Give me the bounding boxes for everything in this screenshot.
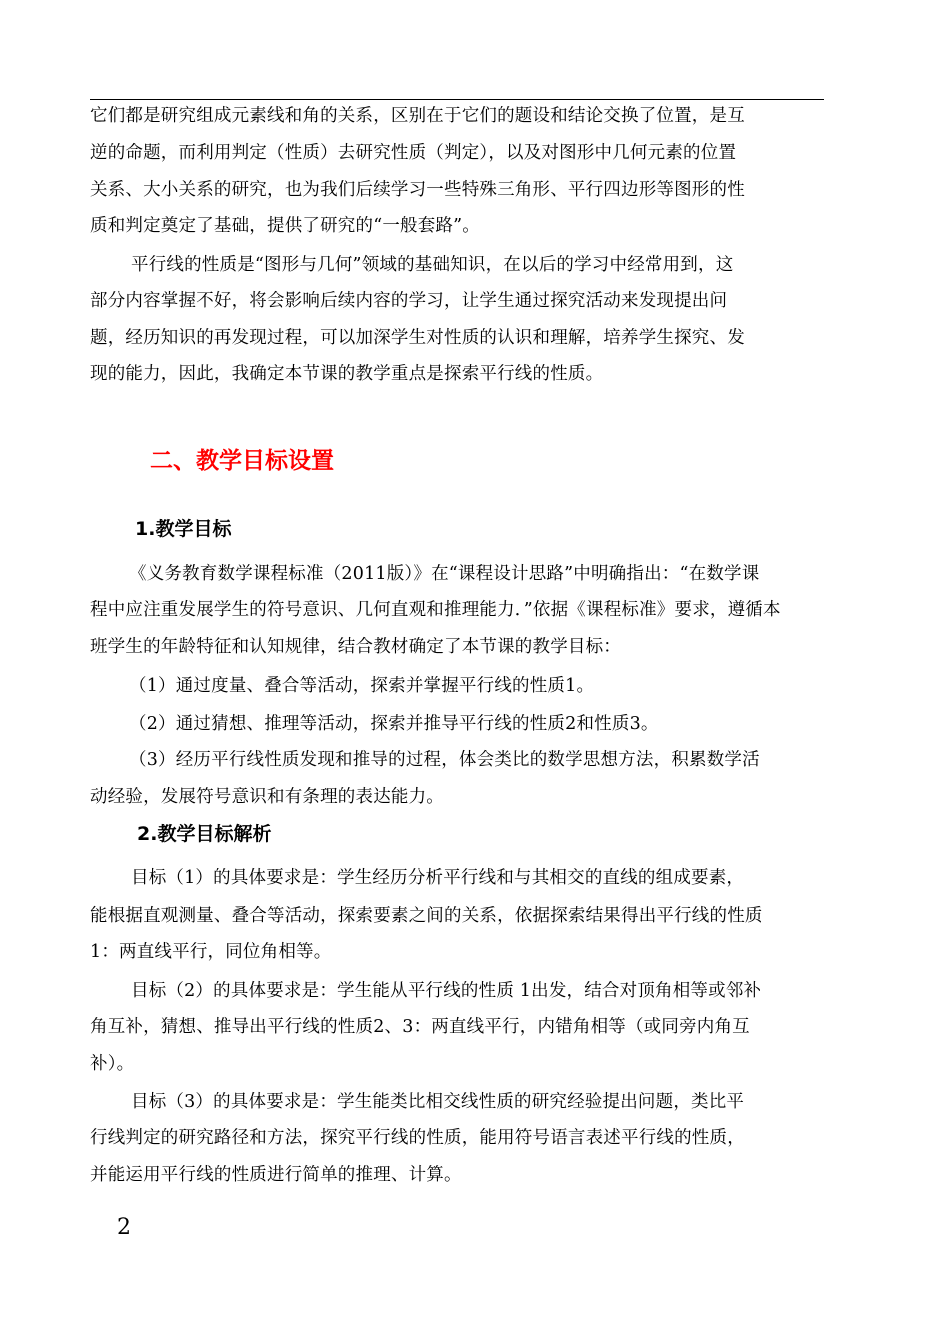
goal-item: （2）通过猜想、推理等活动，探索并推导平行线的性质2和性质3。: [129, 714, 659, 734]
paragraph-line: 《义务教育数学课程标准（2011版）》在“课程设计思路”中明确指出：“在数学课: [129, 564, 760, 584]
paragraph-line: 部分内容掌握不好，将会影响后续内容的学习，让学生通过探究活动来发现提出问: [90, 291, 728, 311]
section-heading: 二、教学目标设置: [150, 448, 334, 474]
paragraph-line: 目标（3）的具体要求是：学生能类比相交线性质的研究经验提出问题，类比平: [131, 1092, 745, 1112]
paragraph-line: 班学生的年龄特征和认知规律，结合教材确定了本节课的教学目标：: [90, 637, 621, 657]
page-number: 2: [117, 1215, 131, 1240]
paragraph-line: 关系、大小关系的研究，也为我们后续学习一些特殊三角形、平行四边形等图形的性: [90, 180, 745, 200]
paragraph-line: 1：两直线平行，同位角相等。: [90, 942, 332, 962]
paragraph-line: 现的能力，因此，我确定本节课的教学重点是探索平行线的性质。: [90, 364, 604, 384]
paragraph-line: 目标（1）的具体要求是：学生经历分析平行线和与其相交的直线的组成要素，: [131, 868, 745, 888]
paragraph-line: 质和判定奠定了基础，提供了研究的“一般套路”。: [90, 216, 480, 236]
paragraph-line: 程中应注重发展学生的符号意识、几何直观和推理能力．”依据《课程标准》要求，遵循本: [90, 600, 781, 620]
paragraph-line: 目标（2）的具体要求是：学生能从平行线的性质 1出发，结合对顶角相等或邻补: [131, 981, 762, 1001]
paragraph-line: 行线判定的研究路径和方法，探究平行线的性质，能用符号语言表述平行线的性质，: [90, 1128, 745, 1148]
paragraph-line: 能根据直观测量、叠合等活动，探索要素之间的关系，依据探索结果得出平行线的性质: [90, 906, 763, 926]
paragraph-line: 平行线的性质是“图形与几何”领域的基础知识，在以后的学习中经常用到，这: [131, 255, 734, 275]
goal-item: 动经验，发展符号意识和有条理的表达能力。: [90, 787, 444, 807]
goal-item: （1）通过度量、叠合等活动，探索并掌握平行线的性质1。: [129, 676, 595, 696]
header-rule: [90, 99, 824, 100]
subsection-heading: 2.教学目标解析: [137, 823, 272, 845]
paragraph-line: 题，经历知识的再发现过程，可以加深学生对性质的认识和理解，培养学生探究、发: [90, 328, 745, 348]
paragraph-line: 并能运用平行线的性质进行简单的推理、计算。: [90, 1165, 462, 1185]
paragraph-line: 角互补，猜想、推导出平行线的性质2、3：两直线平行，内错角相等（或同旁内角互: [90, 1017, 750, 1037]
paragraph-line: 补）。: [90, 1054, 135, 1074]
paragraph-line: 它们都是研究组成元素线和角的关系，区别在于它们的题设和结论交换了位置，是互: [90, 106, 745, 126]
paragraph-line: 逆的命题，而利用判定（性质）去研究性质（判定），以及对图形中几何元素的位置: [90, 143, 737, 163]
subsection-heading: 1.教学目标: [135, 518, 232, 540]
goal-item: （3）经历平行线性质发现和推导的过程，体会类比的数学思想方法，积累数学活: [129, 750, 760, 770]
